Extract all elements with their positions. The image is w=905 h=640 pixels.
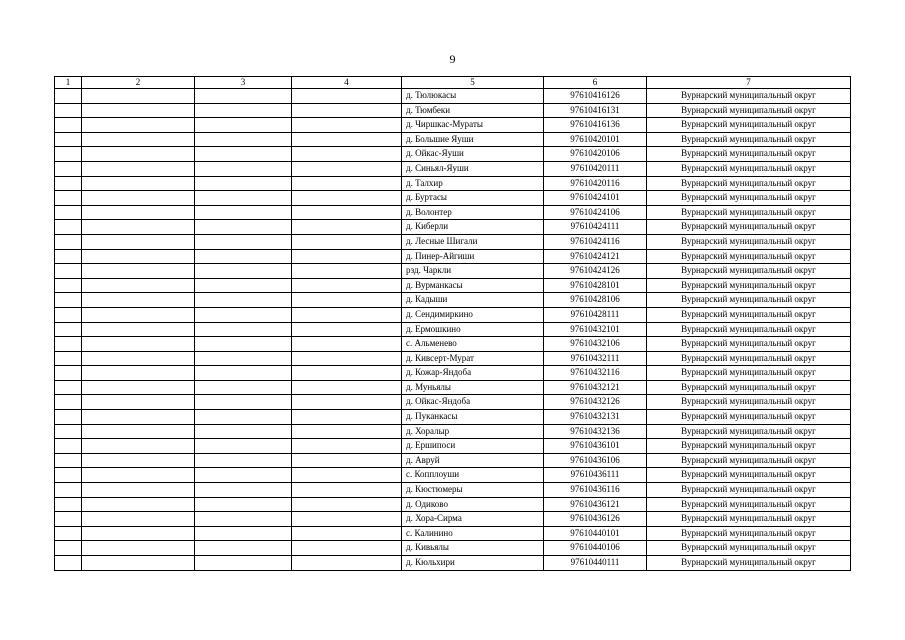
empty-cell	[292, 132, 402, 147]
empty-cell	[292, 293, 402, 308]
oktmo-code-cell: 97610432106	[544, 337, 647, 352]
settlement-name-cell: д. Одиково	[402, 497, 544, 512]
empty-cell	[292, 483, 402, 498]
empty-cell	[195, 89, 292, 104]
empty-cell	[55, 307, 82, 322]
empty-cell	[292, 556, 402, 571]
oktmo-code-cell: 97610432136	[544, 424, 647, 439]
empty-cell	[55, 264, 82, 279]
empty-cell	[55, 205, 82, 220]
district-cell: Вурнарский муниципальный округ	[647, 103, 851, 118]
settlement-name-cell: д. Большие Яуши	[402, 132, 544, 147]
district-cell: Вурнарский муниципальный округ	[647, 351, 851, 366]
empty-cell	[292, 176, 402, 191]
table-row	[55, 483, 851, 498]
settlement-name-cell: д. Буртасы	[402, 191, 544, 206]
empty-cell	[82, 132, 195, 147]
empty-cell	[55, 366, 82, 381]
empty-cell	[195, 497, 292, 512]
settlement-name-cell: д. Кюльхири	[402, 556, 544, 571]
empty-cell	[55, 424, 82, 439]
oktmo-code-cell: 97610428106	[544, 293, 647, 308]
empty-cell	[195, 439, 292, 454]
empty-cell	[82, 220, 195, 235]
empty-cell	[55, 176, 82, 191]
empty-cell	[82, 453, 195, 468]
empty-cell	[55, 337, 82, 352]
district-cell: Вурнарский муниципальный округ	[647, 132, 851, 147]
empty-cell	[82, 191, 195, 206]
table-row	[55, 337, 851, 352]
district-cell: Вурнарский муниципальный округ	[647, 220, 851, 235]
empty-cell	[292, 278, 402, 293]
oktmo-code-cell: 97610416126	[544, 89, 647, 104]
column-header: 6	[544, 77, 647, 89]
empty-cell	[195, 337, 292, 352]
empty-cell	[195, 132, 292, 147]
district-cell: Вурнарский муниципальный округ	[647, 526, 851, 541]
empty-cell	[292, 191, 402, 206]
oktmo-code-cell: 97610424101	[544, 191, 647, 206]
settlement-name-cell: д. Муньялы	[402, 380, 544, 395]
empty-cell	[82, 205, 195, 220]
settlement-name-cell: д. Хора-Сирма	[402, 512, 544, 527]
empty-cell	[55, 453, 82, 468]
settlement-name-cell: д. Вурманкасы	[402, 278, 544, 293]
empty-cell	[195, 278, 292, 293]
empty-cell	[195, 526, 292, 541]
table-row	[55, 220, 851, 235]
empty-cell	[292, 249, 402, 264]
settlement-name-cell: д. Авруй	[402, 453, 544, 468]
empty-cell	[195, 205, 292, 220]
empty-cell	[82, 176, 195, 191]
empty-cell	[195, 249, 292, 264]
table-row	[55, 132, 851, 147]
settlement-name-cell: д. Тюлюкасы	[402, 89, 544, 104]
district-cell: Вурнарский муниципальный округ	[647, 497, 851, 512]
empty-cell	[55, 249, 82, 264]
settlement-name-cell: д. Волонтер	[402, 205, 544, 220]
empty-cell	[292, 439, 402, 454]
district-cell: Вурнарский муниципальный округ	[647, 278, 851, 293]
empty-cell	[292, 89, 402, 104]
table-row	[55, 351, 851, 366]
table-row	[55, 439, 851, 454]
oktmo-code-cell: 97610432126	[544, 395, 647, 410]
empty-cell	[292, 205, 402, 220]
district-cell: Вурнарский муниципальный округ	[647, 249, 851, 264]
empty-cell	[195, 293, 292, 308]
empty-cell	[292, 395, 402, 410]
settlement-name-cell: д. Кожар-Яндоба	[402, 366, 544, 381]
settlement-name-cell: с. Альменево	[402, 337, 544, 352]
empty-cell	[292, 118, 402, 133]
empty-cell	[292, 366, 402, 381]
empty-cell	[82, 526, 195, 541]
district-cell: Вурнарский муниципальный округ	[647, 410, 851, 425]
settlement-name-cell: д. Синьял-Яуши	[402, 161, 544, 176]
empty-cell	[195, 453, 292, 468]
table-row	[55, 249, 851, 264]
empty-cell	[82, 307, 195, 322]
empty-cell	[195, 322, 292, 337]
empty-cell	[292, 497, 402, 512]
empty-cell	[195, 147, 292, 162]
oktmo-code-cell: 97610416131	[544, 103, 647, 118]
empty-cell	[82, 147, 195, 162]
settlement-name-cell: д. Кивсерт-Мурат	[402, 351, 544, 366]
empty-cell	[82, 497, 195, 512]
settlement-name-cell: д. Кадыши	[402, 293, 544, 308]
empty-cell	[82, 234, 195, 249]
district-cell: Вурнарский муниципальный округ	[647, 380, 851, 395]
district-cell: Вурнарский муниципальный округ	[647, 293, 851, 308]
empty-cell	[55, 191, 82, 206]
settlement-name-cell: д. Ойкас-Яуши	[402, 147, 544, 162]
district-cell: Вурнарский муниципальный округ	[647, 541, 851, 556]
table-row	[55, 205, 851, 220]
empty-cell	[55, 132, 82, 147]
table-row	[55, 512, 851, 527]
district-cell: Вурнарский муниципальный округ	[647, 307, 851, 322]
empty-cell	[82, 161, 195, 176]
oktmo-code-cell: 97610436126	[544, 512, 647, 527]
oktmo-code-cell: 97610420111	[544, 161, 647, 176]
table-row	[55, 234, 851, 249]
oktmo-code-cell: 97610424111	[544, 220, 647, 235]
table-row	[55, 526, 851, 541]
empty-cell	[82, 337, 195, 352]
empty-cell	[55, 410, 82, 425]
table-row	[55, 307, 851, 322]
settlement-name-cell: д. Ершипоси	[402, 439, 544, 454]
district-cell: Вурнарский муниципальный округ	[647, 322, 851, 337]
empty-cell	[55, 556, 82, 571]
oktmo-code-cell: 97610436101	[544, 439, 647, 454]
empty-cell	[82, 89, 195, 104]
table-row	[55, 161, 851, 176]
oktmo-code-cell: 97610436111	[544, 468, 647, 483]
empty-cell	[292, 380, 402, 395]
table-row	[55, 410, 851, 425]
empty-cell	[195, 512, 292, 527]
oktmo-code-cell: 97610428101	[544, 278, 647, 293]
oktmo-code-cell: 97610432101	[544, 322, 647, 337]
header-row	[55, 77, 851, 89]
empty-cell	[55, 278, 82, 293]
district-cell: Вурнарский муниципальный округ	[647, 264, 851, 279]
settlement-name-cell: с. Копплоуши	[402, 468, 544, 483]
table-row	[55, 103, 851, 118]
empty-cell	[292, 351, 402, 366]
empty-cell	[292, 220, 402, 235]
district-cell: Вурнарский муниципальный округ	[647, 483, 851, 498]
empty-cell	[82, 278, 195, 293]
oktmo-code-cell: 97610432111	[544, 351, 647, 366]
empty-cell	[195, 161, 292, 176]
table-row	[55, 176, 851, 191]
empty-cell	[55, 512, 82, 527]
oktmo-code-cell: 97610432131	[544, 410, 647, 425]
column-header: 3	[195, 77, 292, 89]
district-cell: Вурнарский муниципальный округ	[647, 147, 851, 162]
district-cell: Вурнарский муниципальный округ	[647, 234, 851, 249]
empty-cell	[195, 234, 292, 249]
district-cell: Вурнарский муниципальный округ	[647, 512, 851, 527]
empty-cell	[55, 103, 82, 118]
empty-cell	[82, 118, 195, 133]
oktmo-code-cell: 97610424121	[544, 249, 647, 264]
empty-cell	[195, 191, 292, 206]
empty-cell	[195, 556, 292, 571]
empty-cell	[195, 483, 292, 498]
oktmo-code-cell: 97610436121	[544, 497, 647, 512]
empty-cell	[55, 322, 82, 337]
empty-cell	[292, 264, 402, 279]
empty-cell	[195, 220, 292, 235]
oktmo-code-cell: 97610436106	[544, 453, 647, 468]
oktmo-code-cell: 97610416136	[544, 118, 647, 133]
empty-cell	[82, 322, 195, 337]
empty-cell	[82, 366, 195, 381]
empty-cell	[55, 395, 82, 410]
settlement-name-cell: д. Кюстюмеры	[402, 483, 544, 498]
district-cell: Вурнарский муниципальный округ	[647, 161, 851, 176]
empty-cell	[292, 468, 402, 483]
district-cell: Вурнарский муниципальный округ	[647, 118, 851, 133]
column-header: 5	[402, 77, 544, 89]
district-cell: Вурнарский муниципальный округ	[647, 191, 851, 206]
empty-cell	[292, 410, 402, 425]
empty-cell	[82, 424, 195, 439]
empty-cell	[292, 322, 402, 337]
oktmo-code-cell: 97610424126	[544, 264, 647, 279]
empty-cell	[292, 512, 402, 527]
oktmo-code-cell: 97610432121	[544, 380, 647, 395]
empty-cell	[55, 483, 82, 498]
empty-cell	[195, 118, 292, 133]
table-row	[55, 278, 851, 293]
empty-cell	[292, 526, 402, 541]
empty-cell	[55, 147, 82, 162]
district-cell: Вурнарский муниципальный округ	[647, 439, 851, 454]
oktmo-code-cell: 97610420101	[544, 132, 647, 147]
empty-cell	[55, 89, 82, 104]
empty-cell	[195, 424, 292, 439]
oktmo-code-cell: 97610420106	[544, 147, 647, 162]
column-header: 2	[82, 77, 195, 89]
settlement-name-cell: д. Лесные Шигали	[402, 234, 544, 249]
empty-cell	[292, 424, 402, 439]
oktmo-code-cell: 97610440111	[544, 556, 647, 571]
empty-cell	[55, 526, 82, 541]
oktmo-code-cell: 97610424116	[544, 234, 647, 249]
settlement-name-cell: д. Тюмбеки	[402, 103, 544, 118]
empty-cell	[195, 541, 292, 556]
empty-cell	[82, 483, 195, 498]
oktmo-code-cell: 97610428111	[544, 307, 647, 322]
empty-cell	[195, 176, 292, 191]
table-row	[55, 322, 851, 337]
table-row	[55, 89, 851, 104]
column-header: 4	[292, 77, 402, 89]
settlement-name-cell: д. Талхир	[402, 176, 544, 191]
empty-cell	[292, 337, 402, 352]
empty-cell	[55, 234, 82, 249]
empty-cell	[55, 497, 82, 512]
district-cell: Вурнарский муниципальный округ	[647, 556, 851, 571]
settlement-name-cell: д. Киберли	[402, 220, 544, 235]
district-cell: Вурнарский муниципальный округ	[647, 395, 851, 410]
empty-cell	[292, 307, 402, 322]
district-cell: Вурнарский муниципальный округ	[647, 468, 851, 483]
table-row	[55, 395, 851, 410]
page-number: 9	[449, 52, 456, 66]
oktmo-code-cell: 97610424106	[544, 205, 647, 220]
empty-cell	[82, 439, 195, 454]
empty-cell	[292, 541, 402, 556]
empty-cell	[82, 468, 195, 483]
table-row	[55, 424, 851, 439]
settlement-name-cell: с. Калинино	[402, 526, 544, 541]
settlement-name-cell: д. Пуканкасы	[402, 410, 544, 425]
district-cell: Вурнарский муниципальный округ	[647, 89, 851, 104]
empty-cell	[82, 395, 195, 410]
empty-cell	[195, 468, 292, 483]
table-row	[55, 468, 851, 483]
empty-cell	[292, 103, 402, 118]
empty-cell	[55, 220, 82, 235]
column-header: 1	[55, 77, 82, 89]
empty-cell	[82, 380, 195, 395]
empty-cell	[82, 541, 195, 556]
empty-cell	[292, 234, 402, 249]
district-cell: Вурнарский муниципальный округ	[647, 337, 851, 352]
table-row	[55, 191, 851, 206]
oktmo-code-cell: 97610440106	[544, 541, 647, 556]
empty-cell	[82, 249, 195, 264]
empty-cell	[292, 453, 402, 468]
empty-cell	[195, 103, 292, 118]
settlement-name-cell: д. Ойкас-Яндоба	[402, 395, 544, 410]
empty-cell	[82, 556, 195, 571]
empty-cell	[292, 161, 402, 176]
empty-cell	[55, 293, 82, 308]
empty-cell	[195, 351, 292, 366]
table-row	[55, 147, 851, 162]
empty-cell	[55, 118, 82, 133]
district-cell: Вурнарский муниципальный округ	[647, 366, 851, 381]
empty-cell	[82, 512, 195, 527]
table-row	[55, 293, 851, 308]
table-row	[55, 453, 851, 468]
empty-cell	[55, 351, 82, 366]
oktmo-code-cell: 97610432116	[544, 366, 647, 381]
district-cell: Вурнарский муниципальный округ	[647, 205, 851, 220]
district-cell: Вурнарский муниципальный округ	[647, 453, 851, 468]
settlement-name-cell: д. Кивьялы	[402, 541, 544, 556]
empty-cell	[195, 380, 292, 395]
settlement-name-cell: д. Пинер-Айгиши	[402, 249, 544, 264]
register-table	[54, 76, 851, 571]
oktmo-code-cell: 97610420116	[544, 176, 647, 191]
empty-cell	[55, 380, 82, 395]
column-header: 7	[647, 77, 851, 89]
settlement-name-cell: д. Хоралыр	[402, 424, 544, 439]
empty-cell	[82, 351, 195, 366]
empty-cell	[55, 439, 82, 454]
empty-cell	[195, 410, 292, 425]
empty-cell	[55, 541, 82, 556]
table-row	[55, 380, 851, 395]
settlement-name-cell: д. Чиршкас-Мураты	[402, 118, 544, 133]
empty-cell	[82, 293, 195, 308]
empty-cell	[195, 366, 292, 381]
table-row	[55, 264, 851, 279]
empty-cell	[195, 307, 292, 322]
settlement-name-cell: д. Сендимиркино	[402, 307, 544, 322]
oktmo-code-cell: 97610436116	[544, 483, 647, 498]
empty-cell	[82, 264, 195, 279]
table-row	[55, 497, 851, 512]
empty-cell	[292, 147, 402, 162]
district-cell: Вурнарский муниципальный округ	[647, 176, 851, 191]
empty-cell	[82, 103, 195, 118]
empty-cell	[195, 264, 292, 279]
settlement-name-cell: д. Ермошкино	[402, 322, 544, 337]
table-row	[55, 366, 851, 381]
oktmo-code-cell: 97610440101	[544, 526, 647, 541]
empty-cell	[195, 395, 292, 410]
empty-cell	[55, 161, 82, 176]
empty-cell	[82, 410, 195, 425]
empty-cell	[55, 468, 82, 483]
district-cell: Вурнарский муниципальный округ	[647, 424, 851, 439]
table-row	[55, 118, 851, 133]
table-row	[55, 556, 851, 571]
settlement-name-cell: рзд. Чаркли	[402, 264, 544, 279]
table-row	[55, 541, 851, 556]
